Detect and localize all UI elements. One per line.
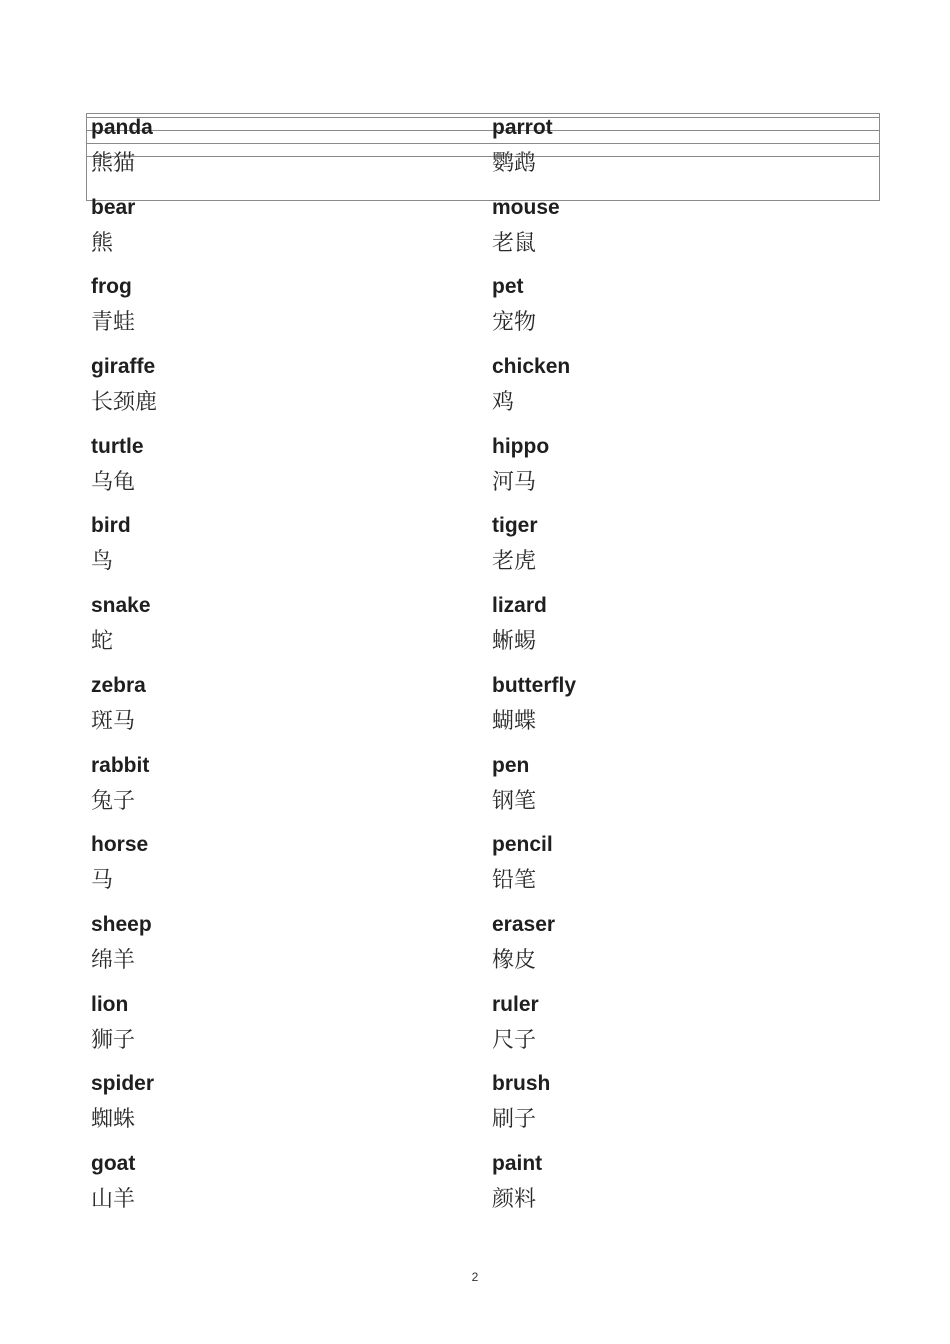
vocab-entry: [492, 1151, 872, 1215]
vocab-entry: [492, 593, 872, 657]
english-word: pen: [492, 753, 530, 777]
vocab-entry: [492, 195, 872, 259]
english-word: pencil: [492, 833, 553, 857]
vocab-row: [91, 912, 891, 992]
vocab-row: [91, 434, 891, 514]
vocab-entry: [91, 832, 471, 896]
vocabulary-list: [91, 115, 891, 1231]
vocab-entry: [492, 1071, 872, 1135]
english-word: ruler: [492, 992, 539, 1016]
english-word: goat: [91, 1151, 136, 1175]
chinese-word: 马: [91, 868, 114, 894]
vocab-entry: [492, 434, 872, 498]
chinese-word: 山羊: [91, 1186, 136, 1212]
english-word: eraser: [492, 912, 556, 936]
chinese-word: 钢笔: [492, 788, 537, 814]
vocab-entry: [91, 992, 471, 1056]
english-word: hippo: [492, 434, 550, 458]
english-word: chicken: [492, 355, 571, 379]
vocab-entry: [91, 274, 471, 338]
english-word: bird: [91, 514, 131, 538]
chinese-word: 老鼠: [492, 230, 537, 256]
table-border-left: [86, 113, 87, 201]
chinese-word: 蜥蜴: [492, 629, 537, 655]
english-word: mouse: [492, 195, 560, 219]
vocab-entry: [492, 832, 872, 896]
vocab-row: [91, 115, 891, 195]
chinese-word: 熊猫: [91, 151, 136, 176]
chinese-word: 尺子: [492, 1027, 537, 1053]
chinese-word: 蜘蛛: [91, 1107, 136, 1133]
english-word: frog: [91, 275, 132, 299]
english-word: pet: [492, 275, 524, 299]
vocab-entry: [492, 274, 872, 338]
chinese-word: 蝴蝶: [492, 708, 537, 734]
chinese-word: 铅笔: [492, 868, 537, 894]
vocab-entry: [91, 1071, 471, 1135]
english-word: lizard: [492, 594, 547, 618]
vocab-entry: [91, 513, 471, 577]
chinese-word: 宠物: [492, 310, 537, 336]
vocab-entry: [492, 115, 872, 179]
chinese-word: 河马: [492, 469, 537, 495]
vocab-row: [91, 992, 891, 1072]
table-border-top: [86, 113, 880, 114]
english-word: brush: [492, 1072, 551, 1096]
vocab-entry: [91, 434, 471, 498]
english-word: horse: [91, 833, 149, 857]
vocab-row: [91, 593, 891, 673]
english-word: turtle: [91, 434, 144, 458]
vocab-entry: [492, 992, 872, 1056]
vocab-row: [91, 832, 891, 912]
chinese-word: 斑马: [91, 708, 136, 734]
vocab-entry: [492, 912, 872, 976]
english-word: panda: [91, 116, 153, 139]
vocab-row: [91, 1151, 891, 1231]
vocab-entry: [492, 513, 872, 577]
english-word: sheep: [91, 912, 152, 936]
english-word: bear: [91, 195, 136, 219]
vocab-entry: [492, 673, 872, 737]
english-word: butterfly: [492, 673, 576, 697]
vocab-row: [91, 513, 891, 593]
english-word: giraffe: [91, 355, 156, 379]
chinese-word: 鸡: [492, 390, 515, 416]
chinese-word: 蛇: [91, 629, 114, 655]
vocab-row: [91, 274, 891, 354]
chinese-word: 鸟: [91, 549, 114, 575]
chinese-word: 兔子: [91, 788, 136, 814]
vocab-entry: [91, 753, 471, 817]
english-word: paint: [492, 1151, 543, 1175]
vocab-entry: [492, 354, 872, 418]
vocab-entry: [91, 115, 471, 179]
vocab-row: [91, 673, 891, 753]
vocab-entry: [492, 753, 872, 817]
chinese-word: 乌龟: [91, 469, 136, 495]
chinese-word: 长颈鹿: [91, 390, 158, 416]
chinese-word: 颜料: [492, 1186, 537, 1212]
chinese-word: 老虎: [492, 549, 537, 575]
page-number: 2: [471, 1270, 479, 1284]
english-word: snake: [91, 594, 151, 618]
english-word: lion: [91, 992, 129, 1016]
vocab-entry: [91, 912, 471, 976]
chinese-word: 青蛙: [91, 310, 136, 336]
vocab-row: [91, 753, 891, 833]
english-word: parrot: [492, 116, 553, 139]
vocab-row: [91, 354, 891, 434]
vocab-entry: [91, 593, 471, 657]
english-word: zebra: [91, 673, 146, 697]
vocab-row: [91, 195, 891, 275]
chinese-word: 刷子: [492, 1107, 537, 1133]
chinese-word: 橡皮: [492, 947, 537, 973]
vocab-entry: [91, 354, 471, 418]
vocab-entry: [91, 1151, 471, 1215]
vocab-entry: [91, 195, 471, 259]
vocab-entry: [91, 673, 471, 737]
chinese-word: 熊: [91, 230, 114, 256]
english-word: rabbit: [91, 753, 150, 777]
vocab-row: [91, 1071, 891, 1151]
chinese-word: 狮子: [91, 1027, 136, 1053]
chinese-word: 绵羊: [91, 947, 136, 973]
english-word: spider: [91, 1072, 155, 1096]
chinese-word: 鹦鹉: [492, 151, 537, 176]
english-word: tiger: [492, 514, 538, 538]
